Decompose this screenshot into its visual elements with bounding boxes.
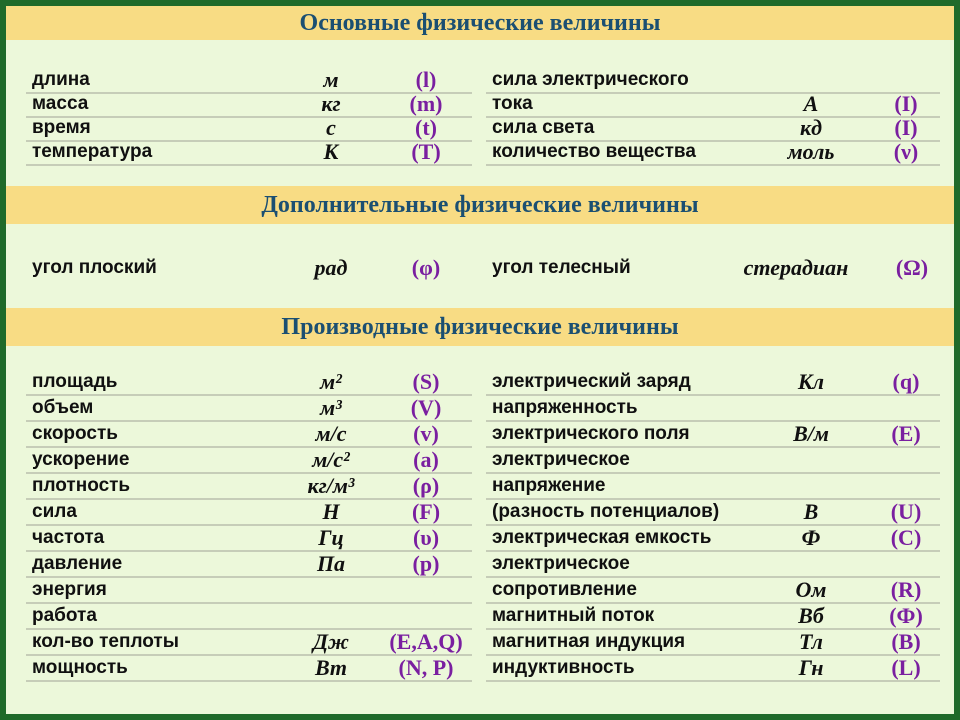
section-title-supplementary: Дополнительные физические величины xyxy=(6,186,954,224)
table-row xyxy=(26,370,472,396)
quantity-name: электрическое xyxy=(492,449,630,470)
table-row xyxy=(26,552,472,578)
symbol: (S) xyxy=(412,369,440,394)
symbol: (m) xyxy=(409,91,443,116)
table-row xyxy=(26,604,472,630)
unit: Гн xyxy=(798,655,824,680)
symbol: (ρ) xyxy=(412,473,440,498)
table-row xyxy=(26,92,472,118)
quantity-name: сила электрического xyxy=(492,69,689,90)
unit: кг xyxy=(321,91,341,116)
table-row xyxy=(486,552,940,578)
quantity-name: длина xyxy=(32,69,90,90)
table-row xyxy=(486,396,940,422)
table-row xyxy=(26,526,472,552)
quantity-name: угол плоский xyxy=(32,257,157,278)
table-row xyxy=(26,422,472,448)
quantity-name: электрическая емкость xyxy=(492,527,712,548)
quantity-name: (разность потенциалов) xyxy=(492,501,720,522)
symbol: (I) xyxy=(894,115,918,140)
quantity-name: магнитный поток xyxy=(492,605,655,626)
quantity-name: скорость xyxy=(32,423,118,444)
table-row xyxy=(486,500,940,526)
symbol: (U) xyxy=(890,499,922,524)
table-row xyxy=(486,116,940,142)
unit: Дж xyxy=(313,629,349,654)
symbol: (a) xyxy=(413,447,439,472)
symbol: (p) xyxy=(412,551,440,576)
table-row xyxy=(26,116,472,142)
table-row xyxy=(486,526,940,552)
table-row xyxy=(486,448,940,474)
symbol: (N, P) xyxy=(398,655,454,680)
unit: кг/м³ xyxy=(307,473,355,498)
table-row xyxy=(26,630,472,656)
symbol: (q) xyxy=(892,369,920,394)
symbol: (L) xyxy=(891,655,921,680)
table-row xyxy=(486,604,940,630)
unit: с xyxy=(326,115,336,140)
quantity-name: температура xyxy=(32,141,153,162)
unit: м² xyxy=(320,369,342,394)
unit: кд xyxy=(799,115,823,140)
unit: Ф xyxy=(801,525,821,550)
quantity-name: объем xyxy=(32,397,94,418)
table-row xyxy=(486,68,940,94)
table-row xyxy=(26,500,472,526)
quantity-name: количество вещества xyxy=(492,141,696,162)
quantity-name: магнитная индукция xyxy=(492,631,686,652)
symbol: (C) xyxy=(890,525,922,550)
unit: рад xyxy=(314,255,348,280)
quantity-name: площадь xyxy=(32,371,118,392)
quantity-name: электрическое xyxy=(492,553,630,574)
table-row xyxy=(486,630,940,656)
table-row xyxy=(486,256,940,280)
quantity-name: мощность xyxy=(32,657,128,678)
unit: Вб xyxy=(798,603,824,628)
table-row xyxy=(26,68,472,94)
quantity-name: сила света xyxy=(492,117,595,138)
table-row xyxy=(26,140,472,166)
unit: К xyxy=(323,139,339,164)
symbol: (Ф) xyxy=(889,603,923,628)
table-row xyxy=(486,140,940,166)
symbol: (E,A,Q) xyxy=(389,629,463,654)
quantity-name: плотность xyxy=(32,475,131,496)
table-row xyxy=(486,92,940,118)
symbol: (V) xyxy=(410,395,442,420)
table-row xyxy=(26,256,472,280)
unit: м/с² xyxy=(312,447,350,472)
unit: Гц xyxy=(318,525,344,550)
quantity-name: давление xyxy=(32,553,123,574)
section-title-derived: Производные физические величины xyxy=(6,308,954,346)
quantity-name: время xyxy=(32,117,91,138)
table-row xyxy=(26,656,472,682)
section-title-basic: Основные физические величины xyxy=(6,6,954,40)
unit: Кл xyxy=(797,369,825,394)
quantity-name: частота xyxy=(32,527,105,548)
quantity-name: энергия xyxy=(32,579,107,600)
symbol: (B) xyxy=(891,629,921,654)
quantity-name: напряженность xyxy=(492,397,638,418)
quantity-name: электрического поля xyxy=(492,423,690,444)
symbol: (υ) xyxy=(412,525,440,550)
symbol: (E) xyxy=(891,421,921,446)
table-row xyxy=(26,474,472,500)
symbol: (F) xyxy=(411,499,441,524)
symbol: (ν) xyxy=(893,139,919,164)
quantity-name: сила xyxy=(32,501,77,522)
symbol: (R) xyxy=(890,577,922,602)
table-row xyxy=(26,578,472,604)
symbol: (T) xyxy=(411,139,441,164)
unit: м³ xyxy=(320,395,342,420)
unit: м/с xyxy=(315,421,347,446)
quantity-name: индуктивность xyxy=(492,657,635,678)
unit: моль xyxy=(787,139,835,164)
unit: А xyxy=(803,91,819,116)
quantity-name: электрический заряд xyxy=(492,371,691,392)
table-row xyxy=(486,370,940,396)
unit: Ом xyxy=(795,577,827,602)
quantity-name: работа xyxy=(32,605,97,626)
unit: Вт xyxy=(314,655,348,680)
unit: м xyxy=(323,67,339,92)
unit: Па xyxy=(316,551,346,576)
quantity-name: напряжение xyxy=(492,475,606,496)
unit: В xyxy=(803,499,819,524)
quantity-name: кол-во теплоты xyxy=(32,631,179,652)
table-row xyxy=(486,474,940,500)
quantity-name: сопротивление xyxy=(492,579,637,600)
unit: В/м xyxy=(793,421,829,446)
symbol: (I) xyxy=(894,91,918,116)
symbol: (φ) xyxy=(411,255,441,280)
symbol: (v) xyxy=(413,421,439,446)
quantity-name: угол телесный xyxy=(492,257,631,278)
quantity-name: ускорение xyxy=(32,449,130,470)
table-row xyxy=(26,396,472,422)
table-row xyxy=(486,656,940,682)
symbol: (t) xyxy=(415,115,437,140)
unit: Тл xyxy=(799,629,823,654)
symbol: (Ω) xyxy=(895,255,929,280)
quantity-name: тока xyxy=(492,93,533,114)
symbol: (l) xyxy=(415,67,437,92)
table-row xyxy=(486,422,940,448)
slide xyxy=(6,6,954,714)
table-row xyxy=(26,448,472,474)
unit: Н xyxy=(322,499,340,524)
quantity-name: масса xyxy=(32,93,89,114)
unit: стерадиан xyxy=(743,255,849,280)
table-row xyxy=(486,578,940,604)
